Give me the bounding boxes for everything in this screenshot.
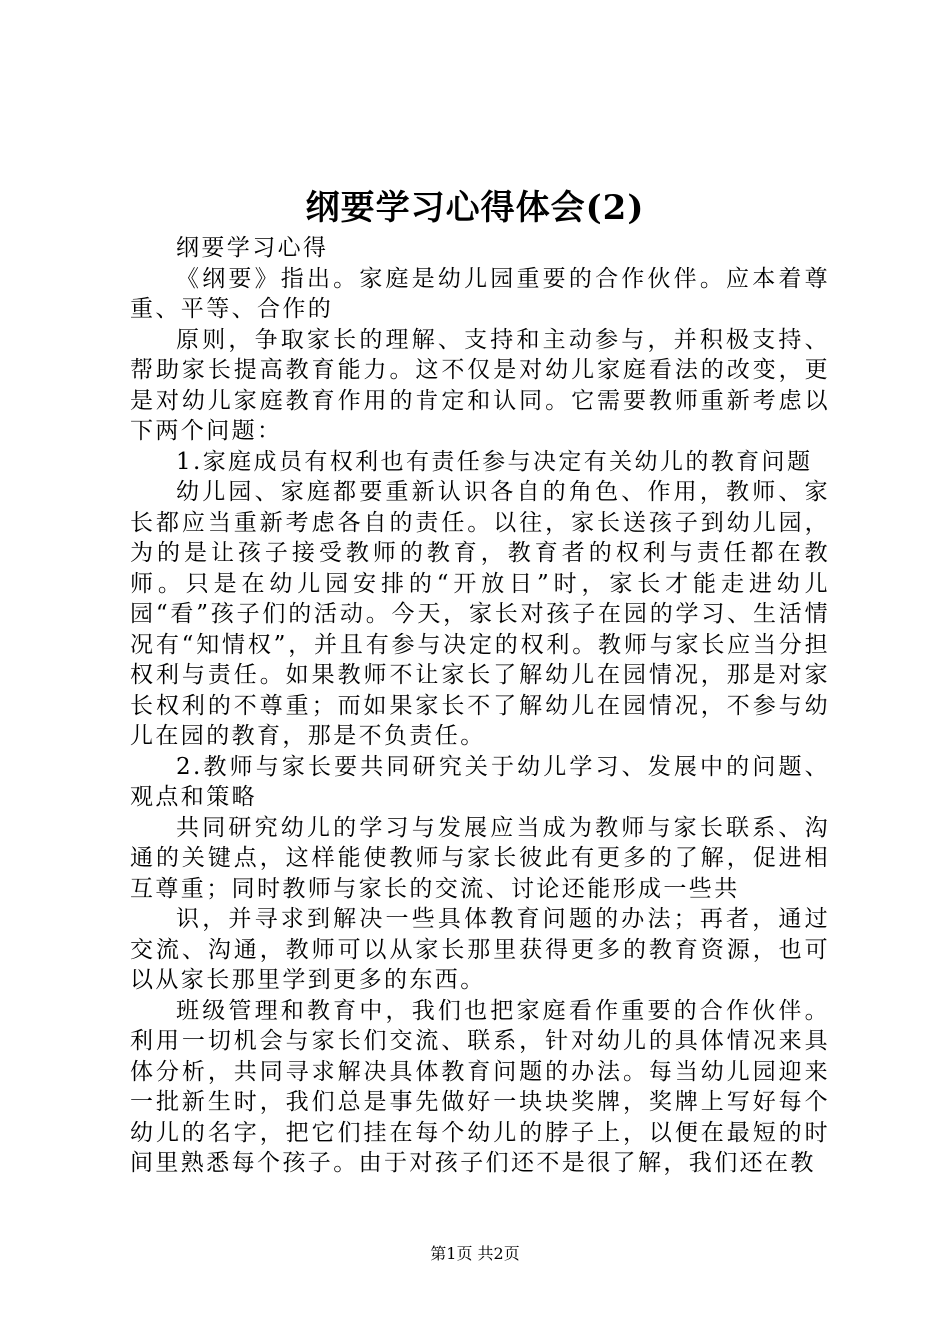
paragraph: 识，并寻求到解决一些具体教育问题的办法；再者，通过交流、沟通，教师可以从家长那里获得更多的教育资源，也可以从家长那里学到更多的东西。 bbox=[130, 906, 830, 993]
paragraph-heading: 纲要学习心得 bbox=[176, 235, 329, 261]
paragraph-numbered-point: 2.教师与家长要共同研究关于幼儿学习、发展中的问题、观点和策略 bbox=[130, 753, 830, 810]
paragraph: 幼儿园、家庭都要重新认识各自的角色、作用，教师、家长都应当重新考虑各自的责任。以往，家长送孩子到幼儿园，为的是让孩子接受教师的教育，教育者的权利与责任都在教师。只是在幼儿园安排的“开放日”时，家长才能走进幼儿园“看”孩子们的活动。今天，家长对孩子在园的学习、生活情况有“知情权”，并且有参与决定的权利。教师与家长应当分担权利与责任。如果教师不让家长了解幼儿在园情况，那是对家长权利的不尊重；而如果家长不了解幼儿在园情况，不参与幼儿在园的教育，那是不负责任。 bbox=[130, 479, 830, 749]
paragraph: 班级管理和教育中，我们也把家庭看作重要的合作伙伴。利用一切机会与家长们交流、联系，针对幼儿的具体情况来具体分析，共同寻求解决具体教育问题的办法。每当幼儿园迎来一批新生时，我们总是事先做好一块块奖牌，奖牌上写好每个幼儿的名字，把它们挂在每个幼儿的脖子上，以便在最短的时间里熟悉每个孩子。由于对孩子们还不是很了解，我们还在教 bbox=[130, 997, 830, 1176]
paragraph: 原则，争取家长的理解、支持和主动参与，并积极支持、帮助家长提高教育能力。这不仅是对幼儿家庭看法的改变，更是对幼儿家庭教育作用的肯定和认同。它需要教师重新考虑以下两个问题： bbox=[130, 326, 830, 444]
paragraph: 《纲要》指出。家庭是幼儿园重要的合作伙伴。应本着尊重、平等、合作的 bbox=[130, 265, 830, 322]
paragraph: 共同研究幼儿的学习与发展应当成为教师与家长联系、沟通的关键点，这样能使教师与家长彼此有更多的了解，促进相互尊重；同时教师与家长的交流、讨论还能形成一些共 bbox=[130, 814, 830, 902]
document-title: 纲要学习心得体会(2) bbox=[305, 188, 645, 228]
page-number-footer: 第1页 共2页 bbox=[430, 1244, 520, 1263]
document-body bbox=[130, 233, 830, 1179]
paragraph-numbered-point: 1.家庭成员有权利也有责任参与决定有关幼儿的教育问题 bbox=[176, 448, 813, 475]
